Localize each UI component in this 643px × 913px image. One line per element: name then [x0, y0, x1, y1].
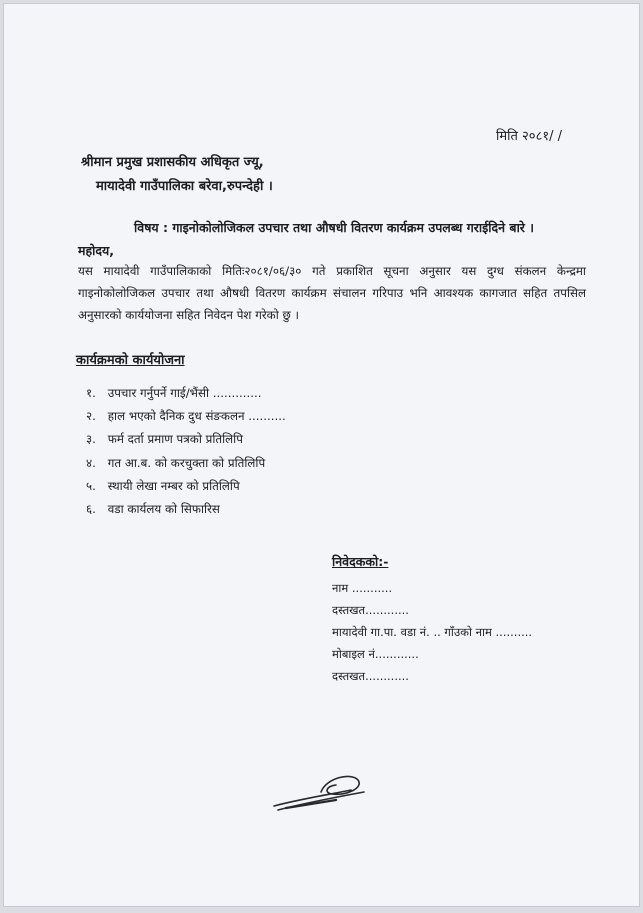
list-item: [86, 498, 286, 521]
list-item-number: ६.: [86, 501, 96, 516]
list-item: [86, 452, 286, 475]
list-item-number: ४.: [86, 455, 96, 470]
body-paragraph: यस मायादेवी गाउँपालिकाको मितिः२०८१/०६/३० गते प्रकाशित सूचना अनुसार यस दुग्ध संकलन केन्द्रमा गाइनोकोलोजिकल उपचार तथा औषधी वितरण कार्यक्रम संचालन गरिपाउ भनि आवश्यक कागजात सहित तपसिल अनुसारको कार्ययोजना सहित निवेदन पेश गरेको छु ।: [78, 264, 586, 322]
subject-line: विषय : गाइनोकोलोजिकल उपचार तथा औषधी वितरण कार्यक्रम उपलब्ध गराईदिने बारे ।: [134, 220, 535, 235]
list-item-text: फर्म दर्ता प्रमाण पत्रको प्रतिलिपि: [107, 432, 243, 447]
applicant-mobile-field: मोबाइल नं............: [332, 647, 419, 661]
list-item: [86, 405, 286, 428]
list-item-text: उपचार गर्नुपर्ने गाई/भैंसी .............: [107, 386, 262, 400]
applicant-title: निवेदकको:-: [332, 554, 389, 569]
list-item-text: हाल भएको दैनिक दुध संङकलन ..........: [107, 409, 286, 424]
recipient-line-2: मायादेवी गाउँपालिका बरेवा,रुपन्देही ।: [96, 179, 273, 194]
letter-page: [3, 3, 640, 907]
applicant-block: [332, 553, 532, 687]
list-item-text: वडा कार्यलय को सिफारिस: [107, 501, 220, 516]
list-item-number: ३.: [86, 432, 96, 447]
list-item-text: गत आ.ब. को करचुक्ता को प्रतिलिपि: [107, 455, 266, 470]
list-item-number: १.: [86, 386, 96, 400]
list-item-text: स्थायी लेखा नम्बर को प्रतिलिपि: [107, 478, 240, 493]
list-item: [86, 475, 286, 498]
list-item: [86, 382, 286, 405]
applicant-signature-field-2: दस्तखत............: [332, 669, 409, 683]
plan-title: कार्यक्रमको कार्ययोजना: [76, 353, 185, 368]
list-item-number: ५.: [86, 478, 96, 493]
applicant-signature-field: दस्तखत............: [332, 603, 409, 617]
plan-list: [86, 382, 286, 521]
salutation: महोदय,: [78, 243, 114, 258]
list-item-number: २.: [86, 409, 96, 424]
applicant-address-field: मायादेवी गा.पा. वडा नं. .. गाँउको नाम ..........: [332, 625, 533, 639]
handwritten-signature-icon: [266, 766, 386, 816]
applicant-name-field: नाम ...........: [332, 581, 393, 595]
letter-date: मिति २०८१/ /: [496, 129, 562, 144]
recipient-line-1: श्रीमान प्रमुख प्रशासकीय अधिकृत ज्यू,: [81, 155, 264, 170]
list-item: [86, 428, 286, 451]
